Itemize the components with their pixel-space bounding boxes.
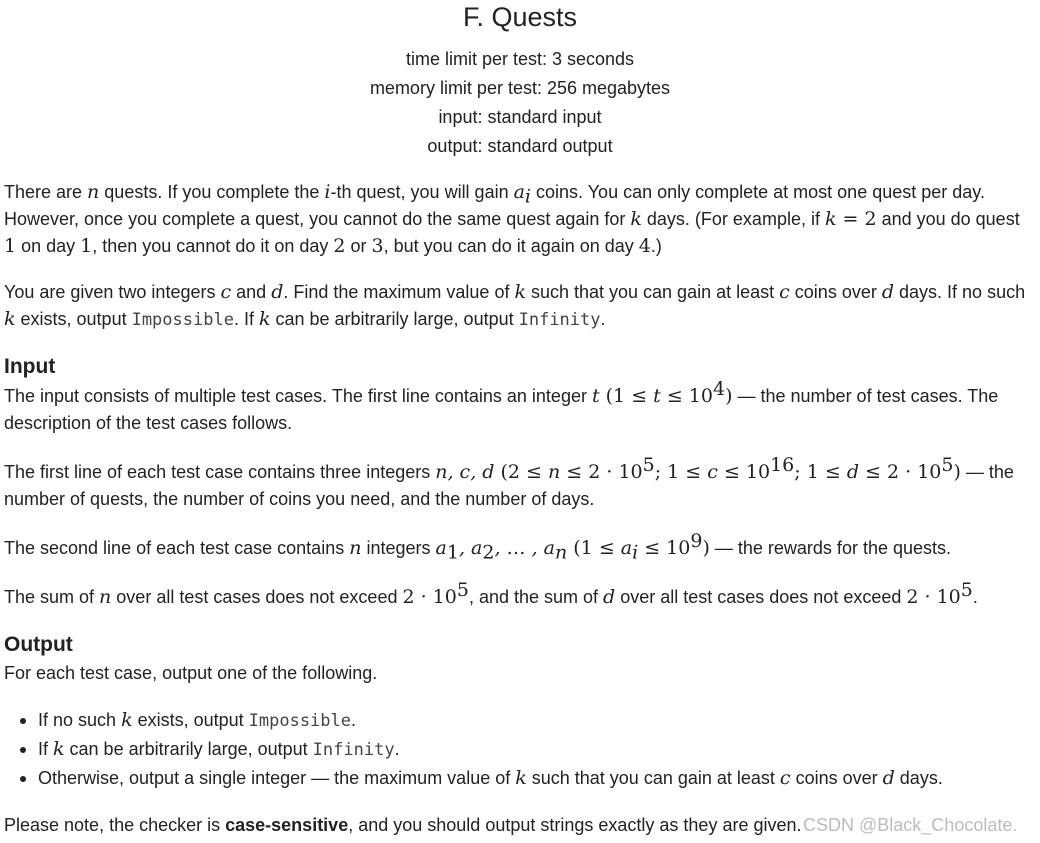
text-fragment: 5 — [941, 454, 954, 476]
text-fragment: c — [779, 281, 790, 303]
text-fragment: ; 1 ≤ — [654, 461, 708, 483]
text-fragment: c — [220, 281, 232, 303]
output-intro: For each test case, output one of the following. — [4, 663, 378, 683]
text-fragment: can be arbitrarily large, output — [64, 739, 313, 759]
text-fragment: Impossible — [248, 711, 351, 731]
text-fragment: 3 — [371, 235, 384, 257]
list-item — [20, 764, 1030, 793]
text-fragment: i — [632, 541, 639, 564]
text-fragment: can be arbitrarily large, output — [270, 309, 519, 329]
text-fragment: 16 — [770, 454, 795, 476]
text-fragment: coins over — [790, 768, 883, 788]
text-fragment: 5 — [456, 579, 469, 601]
text-fragment: a — [513, 181, 525, 203]
text-fragment: d — [271, 281, 284, 303]
text-fragment: 9 — [690, 530, 703, 552]
text-fragment: . Find the maximum value of — [283, 282, 515, 302]
text-fragment: ) — [953, 461, 961, 483]
text-fragment: ; 1 ≤ — [794, 461, 847, 483]
text-fragment: The second line of each test case contains — [4, 538, 350, 558]
text-fragment: n, c, d — [435, 461, 495, 483]
text-fragment: ≤ 10 — [717, 461, 771, 483]
input-heading: Input — [4, 355, 56, 378]
text-fragment: 2 — [333, 235, 346, 257]
text-fragment: integers — [361, 538, 436, 558]
text-fragment: 5 — [960, 579, 973, 601]
text-fragment: 2 · 10 — [906, 586, 961, 608]
text-fragment: over all test cases does not exceed — [111, 587, 403, 607]
bullet-icon — [20, 718, 26, 724]
output-list — [20, 706, 1030, 793]
text-fragment: c — [779, 767, 791, 789]
text-fragment: k — [515, 767, 527, 789]
memory-limit: memory limit per test: 256 megabytes — [369, 78, 671, 98]
input-paragraph-2 — [4, 454, 1029, 513]
bullet-icon — [20, 776, 26, 782]
text-fragment: ≤ 10 — [660, 385, 713, 407]
text-fragment: a — [435, 537, 447, 559]
text-fragment: If — [38, 739, 54, 759]
text-fragment: ) — [702, 537, 710, 559]
text-fragment: 4 — [712, 378, 726, 400]
text-fragment: . If — [233, 309, 259, 329]
text-fragment: If no such — [38, 710, 122, 730]
text-fragment: coins. You can only complete at most one quest per day. However, once you complete a quest, you cannot do the same quest again for — [4, 182, 985, 229]
text-fragment: k — [4, 308, 16, 330]
text-fragment: ≤ 2 · 10 — [560, 461, 643, 483]
text-fragment: c — [707, 461, 718, 483]
text-fragment: quests. If you complete the — [99, 182, 325, 202]
text-fragment: ≤ 2 · 10 — [858, 461, 942, 483]
text-fragment: and — [231, 282, 272, 302]
text-fragment: t — [653, 385, 661, 407]
text-fragment: k — [53, 738, 65, 760]
text-fragment: 1 — [80, 235, 93, 257]
text-fragment: .) — [650, 236, 662, 256]
list-item — [20, 735, 1030, 764]
text-fragment: The input consists of multiple test cases. The first line contains an integer — [4, 386, 592, 406]
text-fragment: coins over — [789, 282, 882, 302]
text-fragment: — the number of quests, the number of coins you need, and the number of days. — [4, 462, 1014, 509]
text-fragment: Please note, the checker is — [4, 815, 226, 835]
text-fragment: on day — [16, 236, 81, 256]
text-fragment: There are — [4, 182, 88, 202]
text-fragment: . — [600, 309, 606, 329]
text-fragment: ) — [725, 385, 733, 407]
text-fragment: -th quest, you will gain — [330, 182, 514, 202]
text-fragment: . — [351, 710, 357, 730]
text-fragment: (1 ≤ — [567, 537, 621, 559]
text-fragment: n — [99, 586, 112, 608]
text-fragment: 1 — [4, 235, 17, 257]
text-fragment: . — [972, 587, 978, 607]
input-paragraph-1 — [4, 378, 1029, 437]
text-fragment: k — [630, 208, 642, 230]
text-fragment: (1 ≤ — [599, 385, 654, 407]
text-fragment: (2 ≤ — [494, 461, 548, 483]
text-fragment: , but you can do it again on day — [383, 236, 639, 256]
text-fragment: Infinity — [312, 740, 395, 760]
text-fragment: days. — [894, 768, 943, 788]
text-fragment: — the rewards for the quests. — [709, 538, 952, 558]
code-impossible: Impossible — [131, 310, 234, 330]
text-fragment: such that you can gain at least — [525, 282, 780, 302]
watermark: CSDN @Black_Chocolate. — [803, 815, 1018, 835]
text-fragment: k — [514, 281, 526, 303]
problem-title: F. Quests — [462, 2, 578, 32]
legend-paragraph-2 — [4, 279, 1029, 334]
text-fragment: k — [258, 308, 271, 330]
text-fragment: days. If no such — [894, 282, 1026, 302]
text-fragment: d — [881, 281, 895, 303]
input-paragraph-4 — [4, 579, 1029, 611]
text-fragment: 2 · 10 — [402, 586, 457, 608]
text-fragment: t — [591, 385, 600, 407]
text-fragment: , then you cannot do it on day — [92, 236, 334, 256]
limits-block — [0, 45, 1040, 161]
case-sensitive-emphasis: case-sensitive — [225, 815, 349, 835]
text-fragment: k — [121, 709, 133, 731]
input-paragraph-3 — [4, 530, 1029, 564]
list-item — [20, 706, 1030, 735]
text-fragment: 1 — [446, 541, 459, 564]
text-fragment: exists, output — [15, 309, 132, 329]
text-fragment: , and you should output strings exactly as they are given. — [348, 815, 802, 835]
time-limit: time limit per test: 3 seconds — [405, 49, 635, 69]
text-fragment: You are given two integers — [4, 282, 221, 302]
output-heading: Output — [4, 633, 73, 656]
text-fragment: The first line of each test case contains three integers — [4, 462, 436, 482]
text-fragment: . — [394, 739, 400, 759]
text-fragment: ≤ 10 — [638, 537, 691, 559]
text-fragment: , and the sum of — [468, 587, 604, 607]
text-fragment: The sum of — [4, 587, 100, 607]
text-fragment: or — [345, 236, 372, 256]
text-fragment: and you do quest — [876, 209, 1020, 229]
bullet-icon — [20, 747, 26, 753]
text-fragment: n — [349, 537, 362, 559]
text-fragment: over all test cases does not exceed — [615, 587, 907, 607]
text-fragment: d — [882, 767, 895, 789]
text-fragment: 2 — [482, 541, 495, 564]
text-fragment: , … , a — [494, 537, 555, 559]
text-fragment: i — [324, 181, 331, 203]
text-fragment: exists, output — [132, 710, 249, 730]
text-fragment: n — [554, 541, 568, 564]
legend-paragraph-1 — [4, 179, 1029, 260]
text-fragment: , a — [458, 537, 483, 559]
text-fragment: a — [620, 537, 633, 559]
text-fragment: i — [524, 185, 531, 208]
text-fragment: — the number of test cases. The description of the test cases follows. — [4, 386, 999, 433]
text-fragment: k — [824, 208, 837, 230]
text-fragment: d — [846, 461, 859, 483]
text-fragment: Otherwise, output a single integer — the maximum value of — [38, 768, 516, 788]
output-spec: output: standard output — [427, 136, 613, 156]
text-fragment: = 2 — [836, 208, 877, 230]
text-fragment: d — [603, 586, 616, 608]
text-fragment: 4 — [638, 235, 651, 257]
input-spec: input: standard input — [438, 107, 602, 127]
text-fragment: 5 — [642, 454, 655, 476]
code-infinity: Infinity — [518, 310, 601, 330]
text-fragment: n — [87, 181, 100, 203]
text-fragment: n — [547, 461, 561, 483]
text-fragment: days. (For example, if — [641, 209, 825, 229]
text-fragment: such that you can gain at least — [526, 768, 780, 788]
